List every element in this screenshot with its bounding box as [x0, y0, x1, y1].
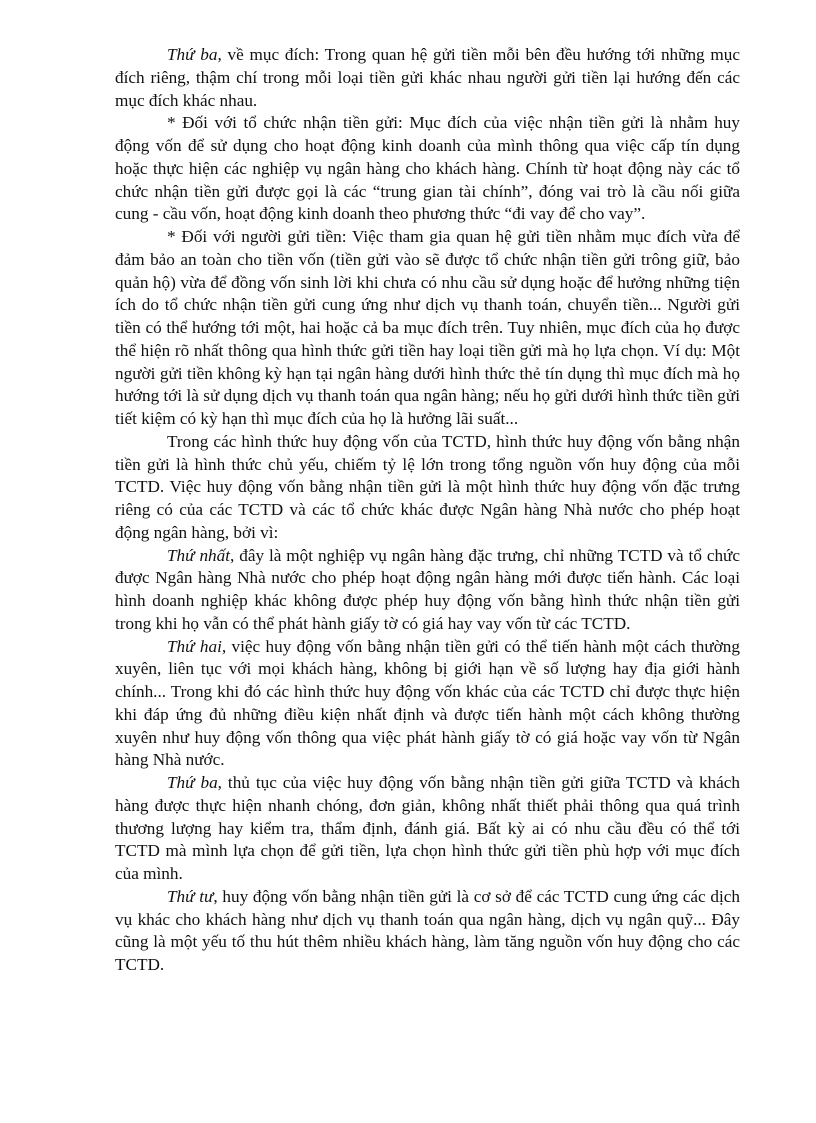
paragraph-lead: Thứ ba: [167, 45, 218, 64]
paragraph-lead: Thứ ba: [167, 773, 218, 792]
paragraph-text: , về mục đích: Trong quan hệ gửi tiền mỗi bên đều hướng tới những mục đích riêng, thậm chí trong mỗi loại tiền gửi khác nhau người gửi tiền lại hướng đến các mục đích khác nhau.: [115, 45, 740, 110]
paragraph-text: , thủ tục của việc huy động vốn bằng nhận tiền gửi giữa TCTD và khách hàng được thực hiện nhanh chóng, đơn giản, không nhất thiết phải thông qua quá trình thương lượng hay kiểm tra, thẩm định, đánh giá. Bất kỳ ai có nhu cầu đều có thể tới TCTD mà mình lựa chọn để gửi tiền, lựa chọn hình thức gửi tiền phù hợp với mục đích của mình.: [115, 773, 740, 883]
paragraph-lead: Thứ tư: [167, 886, 214, 906]
paragraph-depositor: [115, 226, 740, 431]
paragraph-fourth: [115, 886, 740, 977]
paragraph-purpose: [115, 44, 740, 112]
paragraph-text: * Đối với người gửi tiền: Việc tham gia quan hệ gửi tiền nhằm mục đích vừa để đảm bảo an toàn cho tiền vốn (tiền gửi vào sẽ được tổ chức nhận tiền gửi trông giữ, bảo quản hộ) vừa để đồng vốn sinh lời khi chưa có nhu cầu sử dụng hoặc để hưởng những tiện ích do tổ chức nhận tiền gửi cung ứng như dịch vụ thanh toán, chuyển tiền... Người gửi tiền có thể hướng tới một, hai hoặc cả ba mục đích trên. Tuy nhiên, mục đích của họ được thể hiện rõ nhất thông qua hình thức gửi tiền hay loại tiền gửi mà họ lựa chọn. Ví dụ: Một người gửi tiền không kỳ hạn tại ngân hàng dưới hình thức thẻ tín dụng thì mục đích mà họ hướng tới là sử dụng dịch vụ thanh toán qua ngân hàng; nếu họ gửi dưới hình thức tiền gửi tiết kiệm có kỳ hạn thì mục đích của họ là hưởng lãi suất...: [115, 227, 740, 428]
paragraph-forms-of-mobilization: [115, 431, 740, 545]
document-page: [115, 44, 740, 977]
paragraph-text: Trong các hình thức huy động vốn của TCTD, hình thức huy động vốn bằng nhận tiền gửi là hình thức chủ yếu, chiếm tỷ lệ lớn trong tổng nguồn vốn huy động của mỗi TCTD. Việc huy động vốn bằng nhận tiền gửi là một hình thức huy động vốn đặc trưng riêng có của các TCTD và các tổ chức khác được Ngân hàng Nhà nước cho phép hoạt động ngân hàng, bởi vì:: [115, 431, 740, 542]
paragraph-deposit-institution: [115, 112, 740, 226]
paragraph-text: , huy động vốn bằng nhận tiền gửi là cơ sở để các TCTD cung ứng các dịch vụ khác cho khách hàng như dịch vụ thanh toán qua ngân hàng, dịch vụ ngân quỹ... Đây cũng là một yếu tố thu hút thêm nhiều khách hàng, làm tăng nguồn vốn huy động cho các TCTD.: [115, 886, 740, 974]
paragraph-second: [115, 636, 740, 773]
paragraph-lead: Thứ nhất: [167, 545, 231, 565]
paragraph-text: , đây là một nghiệp vụ ngân hàng đặc trưng, chỉ những TCTD và tổ chức được Ngân hàng Nhà nước cho phép hoạt động ngân hàng mới được tiến hành. Các loại hình doanh nghiệp khác không được phép huy động vốn bằng hình thức nhận tiền gửi trong khi họ vẫn có thể phát hành giấy tờ có giá hay vay vốn từ các TCTD.: [115, 545, 740, 633]
paragraph-lead: Thứ hai: [167, 636, 222, 656]
paragraph-third: [115, 772, 740, 886]
paragraph-text: , việc huy động vốn bằng nhận tiền gửi có thể tiến hành một cách thường xuyên, liên tục với mọi khách hàng, không bị giới hạn về số lượng hay địa giới hành chính... Trong khi đó các hình thức huy động vốn khác của các TCTD chỉ được thực hiện khi đáp ứng đủ những điều kiện nhất định và được tiến hành một cách không thường xuyên như huy động vốn thông qua việc phát hành giấy tờ có giá hoặc vay vốn từ Ngân hàng Nhà nước.: [115, 636, 740, 770]
paragraph-text: * Đối với tổ chức nhận tiền gửi: Mục đích của việc nhận tiền gửi là nhằm huy động vốn để sử dụng cho hoạt động kinh doanh của mình thông qua việc cấp tín dụng hoặc thực hiện các nghiệp vụ ngân hàng cho khách hàng. Chính từ hoạt động này các tổ chức nhận tiền gửi được gọi là các “trung gian tài chính”, đóng vai trò là cầu nối giữa cung - cầu vốn, hoạt động kinh doanh theo phương thức “đi vay để cho vay”.: [115, 113, 740, 224]
paragraph-first: [115, 545, 740, 636]
